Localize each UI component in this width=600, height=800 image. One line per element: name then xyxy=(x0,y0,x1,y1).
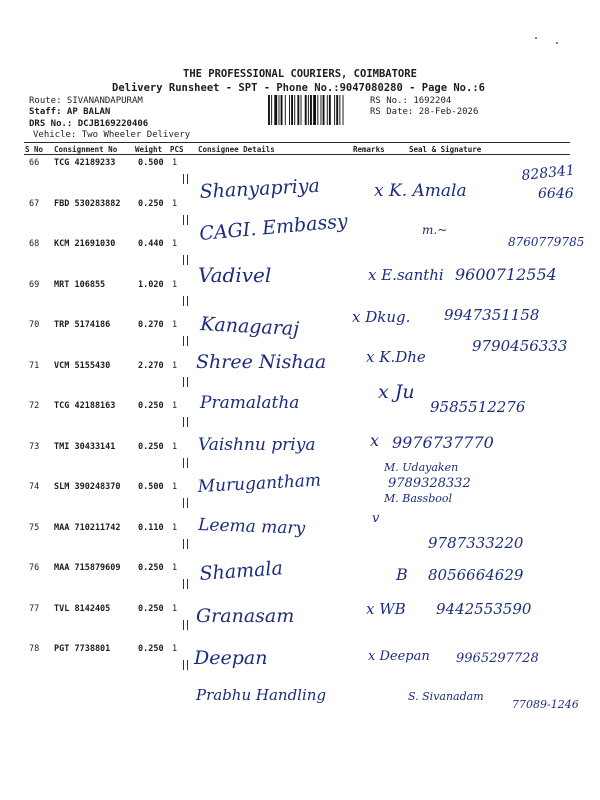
row-pcs: 1 xyxy=(172,401,178,411)
r76-phone: 9442553590 xyxy=(436,600,532,618)
r78-phone: 77089-1246 xyxy=(512,698,579,711)
vehicle-label: Vehicle: Two Wheeler Delivery xyxy=(33,130,191,140)
row-consignment-no: MRT 106855 xyxy=(54,279,106,290)
r68-phone: 9600712554 xyxy=(455,265,557,284)
barcode-bar xyxy=(310,95,312,125)
row-marker xyxy=(183,579,188,589)
r70-name: Shree Nishaa xyxy=(196,351,327,373)
row-consignment-no: TCG 42188163 xyxy=(54,401,116,411)
row-pcs: 1 xyxy=(172,603,178,614)
row-sno: 77 xyxy=(29,603,40,614)
row-pcs: 1 xyxy=(172,158,178,168)
header-rule-bottom xyxy=(24,154,570,155)
row-consignment-no: SLM 390248370 xyxy=(54,482,121,492)
row-sno: 71 xyxy=(29,360,40,371)
row-sno: 75 xyxy=(29,522,40,533)
row-weight: 0.250 xyxy=(138,603,164,614)
row-pcs: 1 xyxy=(172,279,178,290)
r75-phone: 8056664629 xyxy=(428,566,524,584)
r77-sig: x Deepan xyxy=(368,649,430,664)
row-pcs: 1 xyxy=(172,441,178,452)
barcode-bar xyxy=(281,95,283,125)
r71-sig: x Ju xyxy=(378,381,415,403)
r66-phone2: 6646 xyxy=(538,186,574,202)
row-marker xyxy=(183,174,188,184)
rs-number: RS No.: 1692204 xyxy=(370,96,452,106)
row-marker xyxy=(183,255,188,265)
scan-speck xyxy=(556,42,558,44)
r70-phone: 9790456333 xyxy=(472,337,568,355)
row-consignment-no: VCM 5155430 xyxy=(54,360,111,371)
route-label: Route: SIVANANDAPURAM xyxy=(29,96,143,106)
r74-sig: v xyxy=(372,511,380,526)
row-weight: 0.250 xyxy=(138,441,164,452)
r78-name: Prabhu Handling xyxy=(196,686,327,704)
row-consignment-no: MAA 715879609 xyxy=(54,563,121,573)
r77-phone: 9965297728 xyxy=(456,651,539,666)
scan-speck xyxy=(535,37,537,39)
barcode-bar xyxy=(297,95,299,125)
col-consignee: Consignee Details xyxy=(198,145,275,154)
row-weight: 0.500 xyxy=(138,158,164,168)
row-pcs: 1 xyxy=(172,522,178,533)
col-weight: Weight xyxy=(135,145,163,154)
r69-phone: 9947351158 xyxy=(444,306,540,324)
barcode-bar xyxy=(271,95,272,125)
r71-phone: 9585512276 xyxy=(430,398,526,416)
barcode-bar xyxy=(305,95,307,125)
row-marker xyxy=(183,377,188,387)
r72-sig: x xyxy=(370,431,380,450)
row-consignment-no: TMI 30433141 xyxy=(54,441,116,452)
barcode-bar xyxy=(329,95,331,125)
row-marker xyxy=(183,539,188,549)
row-marker xyxy=(183,498,188,508)
row-marker xyxy=(183,417,188,427)
row-sno: 66 xyxy=(29,158,40,168)
r66-name: Shanyapriya xyxy=(199,174,321,203)
row-sno: 67 xyxy=(29,198,40,209)
barcode-bar xyxy=(339,95,340,125)
r66-phone1: 828341 xyxy=(520,162,576,184)
r67-phone: 8760779785 xyxy=(508,235,585,249)
r74-phone: 9787333220 xyxy=(428,534,524,552)
row-pcs: 1 xyxy=(172,482,178,492)
r75-sig: B xyxy=(396,565,408,584)
row-weight: 0.270 xyxy=(138,320,164,330)
row-weight: 2.270 xyxy=(138,360,164,371)
barcode-bar xyxy=(334,95,335,125)
rs-date: RS Date: 28-Feb-2026 xyxy=(370,107,479,117)
row-consignment-no: KCM 21691030 xyxy=(54,239,116,249)
header-rule-top xyxy=(24,142,570,143)
r77-name: Deepan xyxy=(194,647,268,669)
row-consignment-no: TVL 8142405 xyxy=(54,603,111,614)
row-weight: 0.110 xyxy=(138,522,164,533)
row-sno: 78 xyxy=(29,644,40,654)
r75-name: Shamala xyxy=(198,557,284,585)
r68-sig: x E.santhi xyxy=(368,266,444,284)
row-consignment-no: PGT 7738801 xyxy=(54,644,111,654)
barcode-image xyxy=(268,95,368,125)
r69-name: Kanagaraj xyxy=(199,313,300,341)
r72-name: Vaishnu priya xyxy=(198,435,316,455)
row-consignment-no: TCG 42189233 xyxy=(54,158,116,168)
row-weight: 0.250 xyxy=(138,563,164,573)
r67-name: CAGI. Embassy xyxy=(198,210,349,245)
r69-sig: x Dkug. xyxy=(352,308,411,326)
row-sno: 73 xyxy=(29,441,40,452)
barcode-bar xyxy=(317,95,318,125)
row-marker xyxy=(183,620,188,630)
barcode-bar xyxy=(274,95,277,125)
barcode-bar xyxy=(327,95,328,125)
row-marker xyxy=(183,458,188,468)
row-weight: 1.020 xyxy=(138,279,164,290)
staff-label: Staff: AP BALAN xyxy=(29,107,111,117)
row-sno: 76 xyxy=(29,563,40,573)
row-marker xyxy=(183,215,188,225)
row-consignment-no: FBD 530283882 xyxy=(54,198,121,209)
col-seal-signature: Seal & Signature xyxy=(409,145,482,154)
row-sno: 69 xyxy=(29,279,40,290)
r76-sig: x WB xyxy=(366,600,406,618)
barcode-bar xyxy=(289,95,290,125)
row-consignment-no: TRP 5174186 xyxy=(54,320,111,330)
barcode-bar xyxy=(279,95,280,125)
r67-sig: m.~ xyxy=(422,223,448,237)
barcode-bar xyxy=(336,95,338,125)
row-weight: 0.250 xyxy=(138,401,164,411)
col-consignment: Consignment No xyxy=(54,145,118,154)
row-pcs: 1 xyxy=(172,320,178,330)
barcode-bar xyxy=(268,95,270,125)
row-sno: 74 xyxy=(29,482,40,492)
drs-label: DRS No.: DCJB169220406 xyxy=(29,119,149,129)
row-consignment-no: MAA 710211742 xyxy=(54,522,121,533)
row-marker xyxy=(183,296,188,306)
row-pcs: 1 xyxy=(172,360,178,371)
r68-name: Vadivel xyxy=(198,263,272,287)
barcode-bar xyxy=(294,95,295,125)
r71-name: Pramalatha xyxy=(200,393,300,413)
row-weight: 0.250 xyxy=(138,198,164,209)
col-pcs: PCS xyxy=(170,145,184,154)
row-pcs: 1 xyxy=(172,644,178,654)
r66-sig: x K. Amala xyxy=(374,181,467,201)
barcode-bar xyxy=(313,95,316,125)
barcode-bar xyxy=(343,95,344,125)
r73-name: Murugantham xyxy=(197,470,322,497)
r73-sig2: M. Bassbool xyxy=(384,492,452,505)
barcode-bar xyxy=(301,95,302,125)
row-sno: 72 xyxy=(29,401,40,411)
row-sno: 68 xyxy=(29,239,40,249)
row-pcs: 1 xyxy=(172,198,178,209)
r74-name: Leema mary xyxy=(197,515,306,539)
col-sno: S No xyxy=(25,145,44,154)
r76-name: Granasam xyxy=(196,605,295,627)
row-weight: 0.500 xyxy=(138,482,164,492)
barcode-bar xyxy=(321,95,322,125)
row-weight: 0.440 xyxy=(138,239,164,249)
row-weight: 0.250 xyxy=(138,644,164,654)
barcode-bar xyxy=(323,95,325,125)
row-marker xyxy=(183,336,188,346)
barcode-bar xyxy=(285,95,286,125)
r78-sig: S. Sivanadam xyxy=(408,690,484,703)
barcode-bar xyxy=(308,95,309,125)
row-pcs: 1 xyxy=(172,239,178,249)
row-sno: 70 xyxy=(29,320,40,330)
col-remarks: Remarks xyxy=(353,145,385,154)
r70-sig: x K.Dhe xyxy=(366,348,426,366)
runsheet-title: Delivery Runsheet - SPT - Phone No.:9047080280 - Page No.:6 xyxy=(112,82,485,94)
row-pcs: 1 xyxy=(172,563,178,573)
row-marker xyxy=(183,660,188,670)
company-title: THE PROFESSIONAL COURIERS, COIMBATORE xyxy=(183,68,417,80)
r73-phone: 9789328332 xyxy=(388,476,471,491)
r73-sig1: M. Udayaken xyxy=(384,461,459,474)
barcode-bar xyxy=(291,95,293,125)
r72-phone: 9976737770 xyxy=(392,433,494,452)
